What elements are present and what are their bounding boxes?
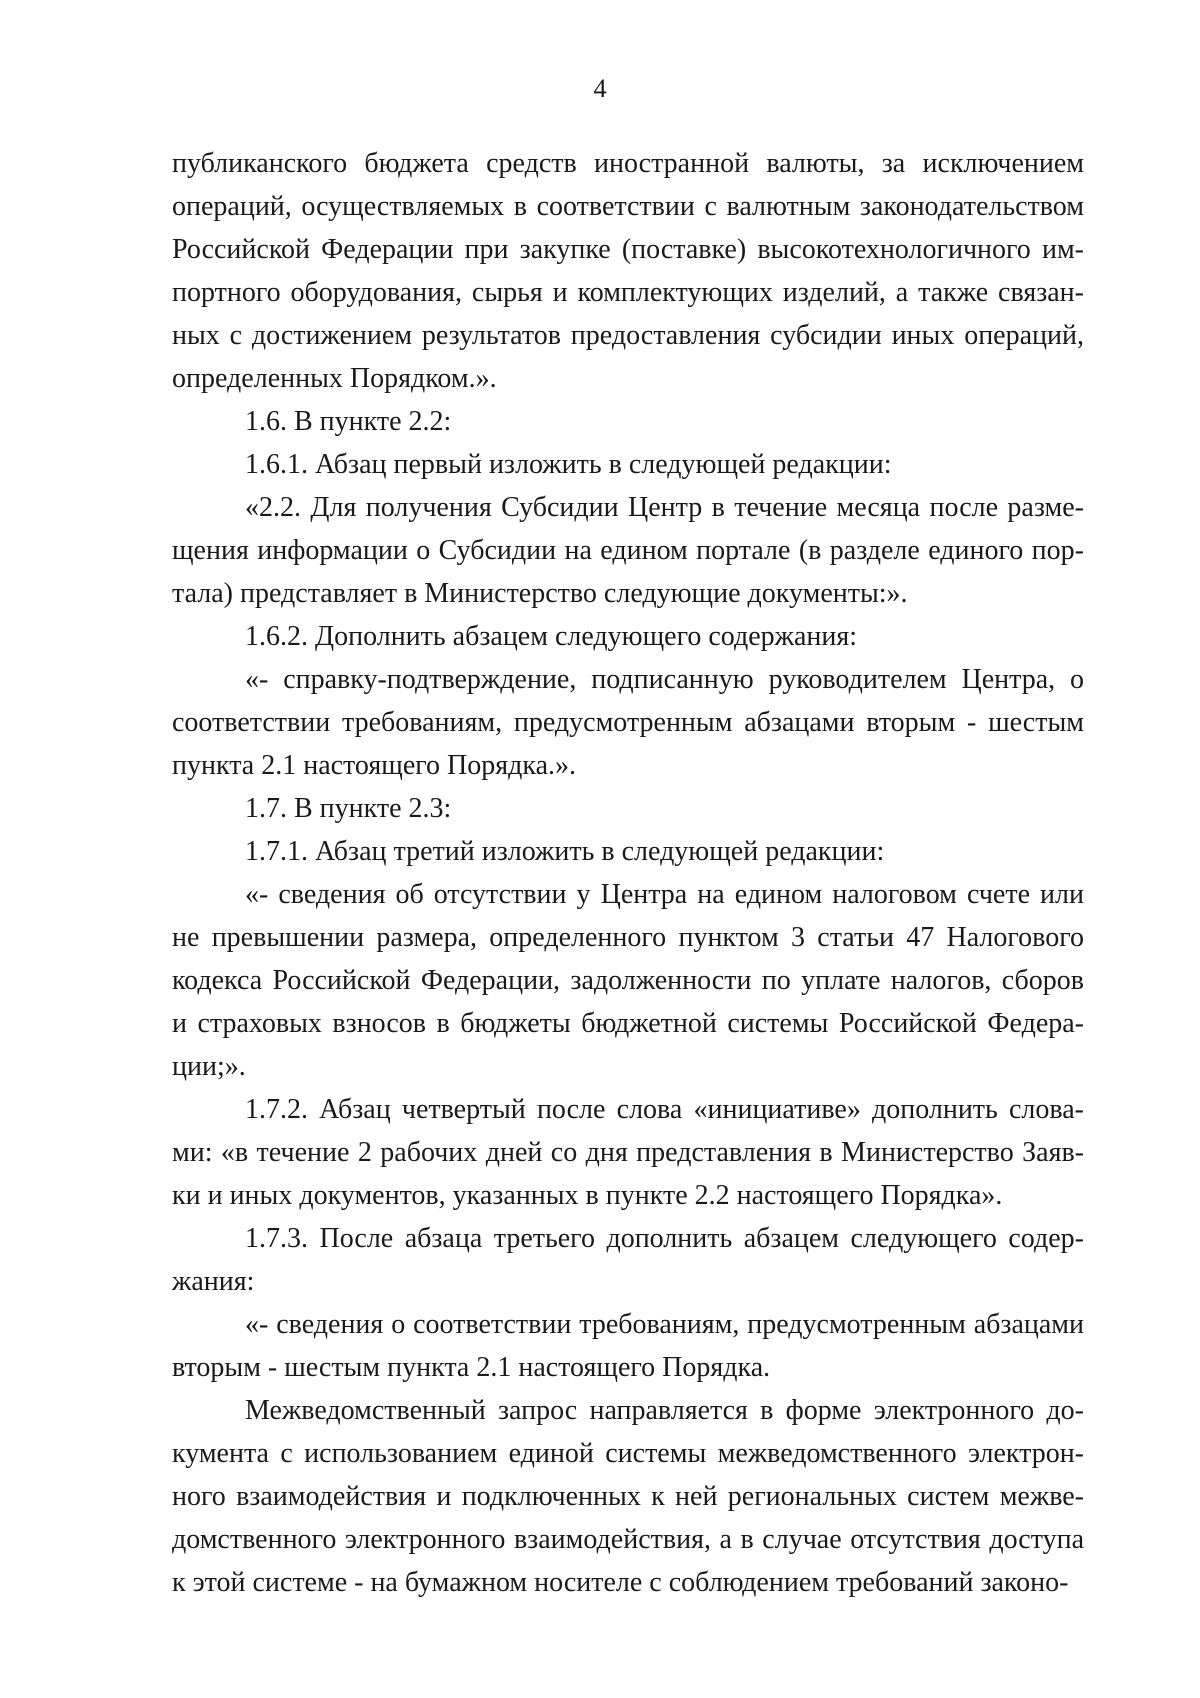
paragraph-line: 1.6.1. Абзац первый изложить в следующей редакции: [245,449,892,480]
paragraph [172,873,1084,1088]
paragraph-line: 1.7.1. Абзац третий изложить в следующей редакции: [245,836,885,867]
paragraph-line: вторым - шестым пункта 2.1 настоящего Порядка. [172,1352,771,1383]
paragraph-line: ного взаимодействия и подключенных к ней региональных систем межве- [172,1481,1084,1512]
page-number: 4 [593,74,607,103]
paragraph-line: портного оборудования, сырья и комплектующих изделий, а также связан- [172,277,1084,308]
paragraph-line: определенных Порядком.». [172,363,497,394]
paragraph-line: не превышении размера, определенного пунктом 3 статьи 47 Налогового [172,922,1084,953]
document-body [172,142,1084,1604]
paragraph-line: к этой системе - на бумажном носителе с соблюдением требований законо- [172,1567,1069,1598]
paragraph-line: «- сведения о соответствии требованиям, предусмотренным абзацами [245,1309,1084,1340]
paragraph-line: кодекса Российской Федерации, задолженности по уплате налогов, сборов [172,965,1084,996]
paragraph-line: пункта 2.1 настоящего Порядка.». [172,750,576,781]
paragraph-line: публиканского бюджета средств иностранной валюты, за исключением [172,148,1084,179]
paragraph-line: операций, осуществляемых в соответствии с валютным законодательством [172,191,1084,222]
paragraph [172,787,1084,830]
paragraph-line: домственного электронного взаимодействия, а в случае отсутствия доступа [172,1524,1084,1555]
paragraph [172,658,1084,787]
paragraph-line: соответствии требованиям, предусмотренным абзацами вторым - шестым [172,707,1084,738]
paragraph-line: кумента с использованием единой системы межведомственного электрон- [172,1438,1084,1469]
paragraph [172,1088,1084,1217]
paragraph [172,615,1084,658]
paragraph-line: 1.6.2. Дополнить абзацем следующего содержания: [245,621,858,652]
paragraph-line: ки и иных документов, указанных в пункте 2.2 настоящего Порядка». [172,1180,1003,1211]
paragraph [172,830,1084,873]
paragraph-line: ции;». [172,1051,246,1082]
paragraph [172,486,1084,615]
paragraph-line: 1.7.2. Абзац четвертый после слова «инициативе» дополнить слова- [245,1094,1084,1125]
paragraph-line: жания: [172,1266,255,1297]
paragraph [172,443,1084,486]
paragraph-line: и страховых взносов в бюджеты бюджетной системы Российской Федера- [172,1008,1084,1039]
paragraph-line: «- сведения об отсутствии у Центра на едином налоговом счете или [245,879,1084,910]
paragraph-line: 1.7.3. После абзаца третьего дополнить абзацем следующего содер- [245,1223,1084,1254]
paragraph-line: ми: «в течение 2 рабочих дней со дня представления в Министерство Заяв- [172,1137,1084,1168]
paragraph [172,1303,1084,1389]
paragraph-line: тала) представляет в Министерство следующие документы:». [172,578,908,609]
paragraph [172,1389,1084,1604]
paragraph-line: 1.7. В пункте 2.3: [245,793,452,824]
paragraph-line: Межведомственный запрос направляется в форме электронного до- [245,1395,1084,1426]
paragraph [172,142,1084,400]
paragraph [172,1217,1084,1303]
paragraph [172,400,1084,443]
paragraph-line: Российской Федерации при закупке (поставке) высокотехнологичного им- [172,234,1084,265]
paragraph-line: щения информации о Субсидии на едином портале (в разделе единого пор- [172,535,1084,566]
paragraph-line: «2.2. Для получения Субсидии Центр в течение месяца после разме- [245,492,1084,523]
paragraph-line: «- справку-подтверждение, подписанную руководителем Центра, о [245,664,1084,695]
paragraph-line: ных с достижением результатов предоставления субсидии иных операций, [172,320,1084,351]
paragraph-line: 1.6. В пункте 2.2: [245,406,452,437]
